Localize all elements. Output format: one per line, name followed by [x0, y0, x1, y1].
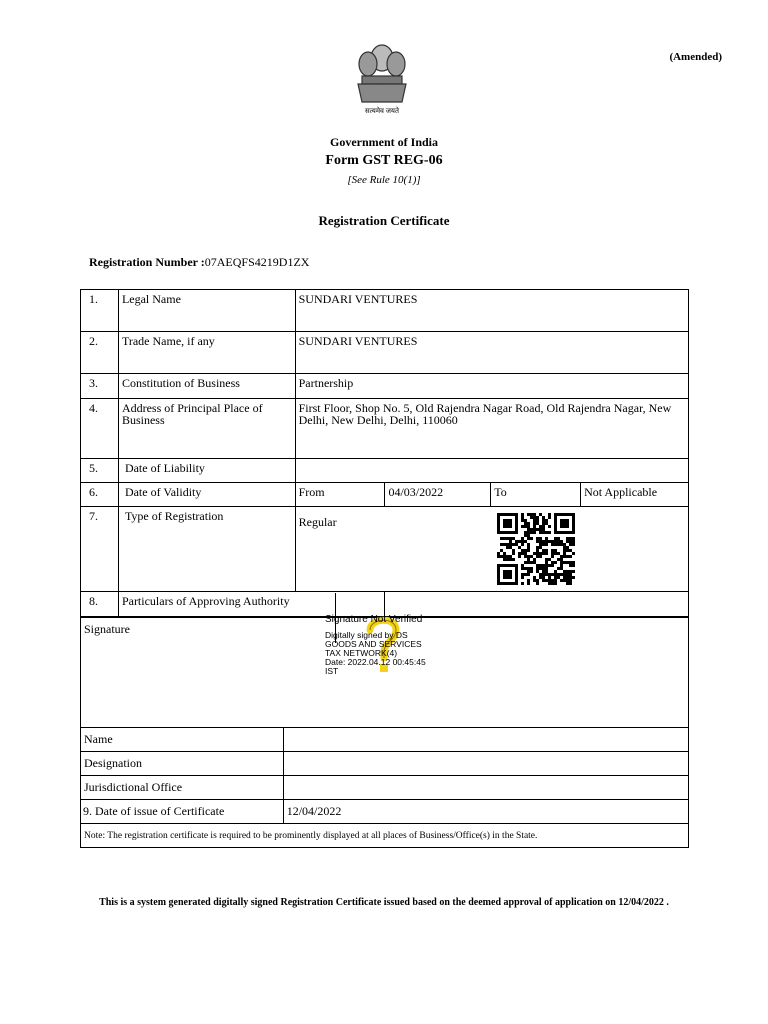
constitution-value: Partnership: [295, 374, 688, 399]
registration-details-table: [80, 289, 689, 617]
validity-to-label: To: [491, 483, 581, 507]
table-row: [81, 507, 689, 592]
address-value: First Floor, Shop No. 5, Old Rajendra Nagar Road, Old Rajendra Nagar, New Delhi, New Delhi, Delhi, 110060: [295, 399, 688, 459]
table-row: [81, 776, 689, 800]
liability-value: [295, 459, 688, 483]
row-label: Address of Principal Place of Business: [118, 399, 295, 459]
name-label: Name: [81, 728, 284, 752]
row-number: 2.: [81, 332, 119, 374]
qr-code-icon: [497, 513, 575, 585]
table-row: [81, 728, 689, 752]
validity-to-value: Not Applicable: [581, 483, 689, 507]
footer-statement: This is a system generated digitally signed Registration Certificate issued based on the deemed approval of application on 12/04/2022 .: [99, 897, 669, 908]
signature-detail-line: Date: 2022.04.12 00:45:45: [325, 657, 426, 667]
certificate-title: Registration Certificate: [318, 213, 450, 228]
name-value: [283, 728, 688, 752]
row-label: Legal Name: [118, 290, 295, 332]
registration-type-value: Regular: [295, 507, 688, 592]
validity-from-value: 04/03/2022: [385, 483, 491, 507]
registration-number-label: Registration Number :: [89, 255, 205, 269]
row-label: Type of Registration: [118, 507, 295, 592]
table-row: [81, 483, 689, 507]
approving-authority-value: [385, 592, 689, 617]
table-row: [81, 824, 689, 848]
row-label: Particulars of Approving Authority: [118, 592, 385, 617]
jurisdictional-office-label: Jurisdictional Office: [81, 776, 284, 800]
form-title: Form GST REG-06: [325, 153, 443, 168]
row-label: Date of Validity: [118, 483, 295, 507]
row-number: 1.: [81, 290, 119, 332]
row-label: Constitution of Business: [118, 374, 295, 399]
rule-reference: [See Rule 10(1)]: [347, 174, 421, 186]
table-row: [81, 399, 689, 459]
display-note: Note: The registration certificate is required to be prominently displayed at all places of Business/Office(s) in the State.: [81, 824, 689, 848]
signature-detail-line: TAX NETWORK(4): [325, 648, 398, 658]
table-row: [81, 374, 689, 399]
signature-label: Signature: [81, 618, 689, 728]
row-number: 7.: [81, 507, 119, 592]
digital-signature-stamp: [325, 614, 465, 676]
designation-label: Designation: [81, 752, 284, 776]
table-row: [81, 459, 689, 483]
designation-value: [283, 752, 688, 776]
signature-details: [325, 631, 465, 676]
trade-name-value: SUNDARI VENTURES: [295, 332, 688, 374]
signature-status: Signature Not Verified: [325, 614, 423, 625]
row-number: 4.: [81, 399, 119, 459]
table-row: [81, 752, 689, 776]
signature-detail-line: GOODS AND SERVICES: [325, 639, 422, 649]
emblem-motto: सत्यमेव जयते: [365, 107, 399, 115]
issue-date-value: 12/04/2022: [283, 800, 688, 824]
registration-number-value: 07AEQFS4219D1ZX: [204, 255, 310, 269]
validity-from-label: From: [295, 483, 385, 507]
jurisdictional-office-value: [283, 776, 688, 800]
row-label: Trade Name, if any: [118, 332, 295, 374]
row-label: Date of Liability: [118, 459, 295, 483]
signature-detail-line: IST: [325, 666, 339, 676]
row-number: 6.: [81, 483, 119, 507]
table-row: [81, 800, 689, 824]
row-number: 3.: [81, 374, 119, 399]
signature-detail-line: Digitally signed by DS: [325, 630, 408, 640]
table-row: [81, 332, 689, 374]
row-number: 8.: [81, 592, 119, 617]
amended-label: (Amended): [669, 51, 722, 63]
issue-date-label: 9. Date of issue of Certificate: [81, 800, 284, 824]
legal-name-value: SUNDARI VENTURES: [295, 290, 688, 332]
registration-number-line: [89, 255, 309, 270]
government-title: Government of India: [330, 135, 438, 149]
row-number: 5.: [81, 459, 119, 483]
table-row: [81, 290, 689, 332]
